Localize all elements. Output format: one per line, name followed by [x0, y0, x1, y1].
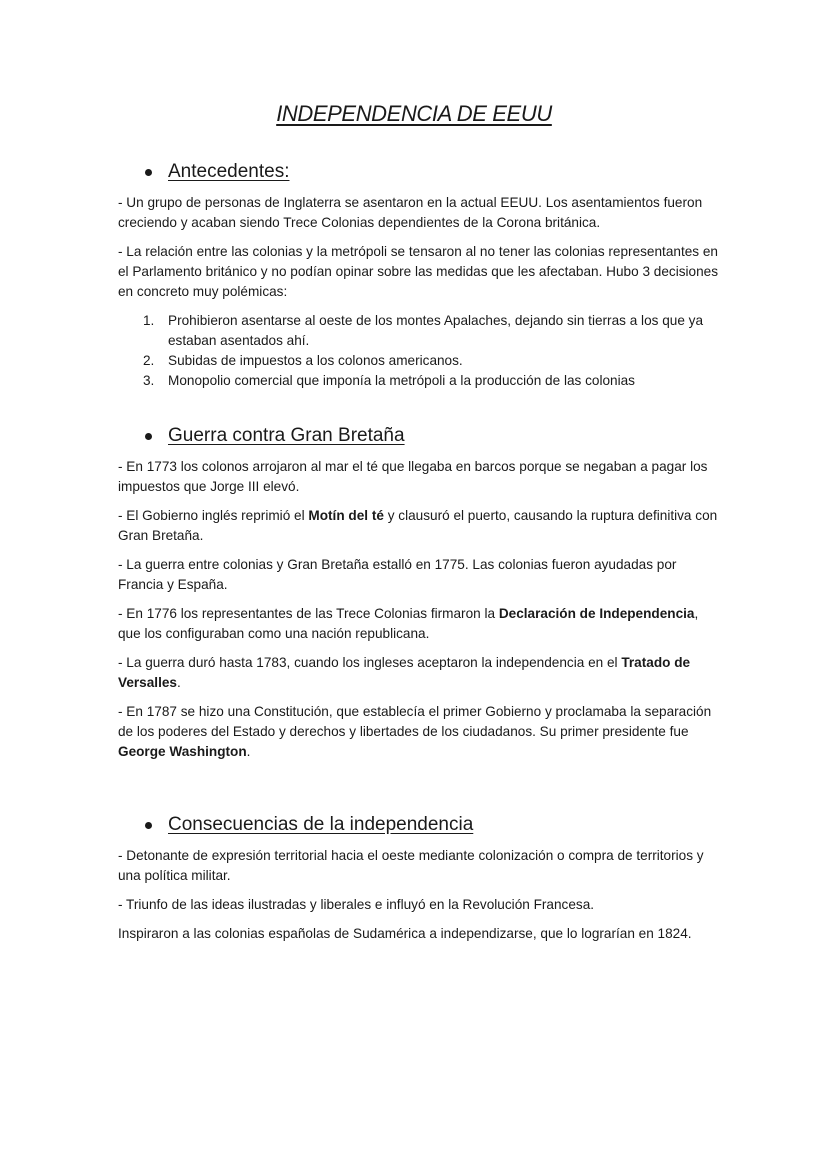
- list-number: 2.: [143, 353, 155, 368]
- paragraph: - Triunfo de las ideas ilustradas y liberales e influyó en la Revolución Francesa.: [118, 897, 595, 912]
- list-item: [118, 351, 718, 371]
- section-antecedentes: [118, 161, 718, 400]
- paragraph: - La guerra entre colonias y Gran Bretaña estalló en 1775. Las colonias fueron ayudadas por Francia y España.: [118, 557, 677, 592]
- list-number: 3.: [143, 373, 155, 388]
- text-run: .: [176, 675, 181, 690]
- text-run: .: [246, 744, 251, 759]
- section-heading: [118, 425, 718, 447]
- paragraph: [118, 653, 718, 693]
- paragraph: [118, 702, 718, 762]
- list-item: [118, 311, 718, 351]
- bold-term: Declaración de Independencia: [498, 606, 695, 621]
- bullet-icon: [145, 822, 152, 829]
- text-run: - En 1787 se hizo una Constitución, que establecía el primer Gobierno y proclamaba la separación de los poderes del Estado y derechos y libertades de los ciudadanos. Su primer presidente fue: [118, 704, 712, 739]
- section-guerra: [118, 425, 718, 771]
- text-run: - El Gobierno inglés reprimió el: [118, 508, 309, 523]
- page-title: INDEPENDENCIA DE EEUU: [276, 101, 552, 126]
- paragraph: - Detonante de expresión territorial hacia el oeste mediante colonización o compra de territorios y una política militar.: [118, 848, 704, 883]
- section-heading-text: Consecuencias de la independencia: [168, 814, 474, 835]
- bold-term: George Washington: [118, 744, 247, 759]
- section-heading: [118, 161, 718, 183]
- text-run: y clausuró el puerto, causando la ruptura definitiva con Gran Bretaña.: [118, 508, 718, 543]
- bold-term: Motín del té: [308, 508, 384, 523]
- paragraph: - Un grupo de personas de Inglaterra se asentaron en la actual EEUU. Los asentamientos fueron creciendo y acaban siendo Trece Colonias dependientes de la Corona británica.: [118, 195, 703, 230]
- text-run: - En 1776 los representantes de las Trece Colonias firmaron la: [118, 606, 499, 621]
- text-run: , que los configuraban como una nación republicana.: [118, 606, 699, 641]
- paragraph: - En 1773 los colonos arrojaron al mar el té que llegaba en barcos porque se negaban a pagar los impuestos que Jorge III elevó.: [118, 459, 708, 494]
- list-item-text: Monopolio comercial que imponía la metrópoli a la producción de las colonias: [168, 373, 635, 388]
- list-number: 1.: [143, 313, 155, 328]
- list-item-text: Subidas de impuestos a los colonos americanos.: [168, 353, 463, 368]
- bullet-icon: [145, 433, 152, 440]
- list-item: [118, 371, 718, 391]
- bold-term: Tratado de Versalles: [118, 655, 691, 690]
- paragraph: [118, 506, 718, 546]
- paragraph: [118, 604, 718, 644]
- text-run: - La guerra duró hasta 1783, cuando los ingleses aceptaron la independencia en el: [118, 655, 622, 670]
- bullet-icon: [145, 169, 152, 176]
- numbered-list: [118, 311, 718, 391]
- section-heading: [118, 814, 718, 836]
- section-heading-text: Guerra contra Gran Bretaña: [168, 425, 405, 446]
- section-heading-text: Antecedentes:: [168, 161, 290, 182]
- paragraph: - La relación entre las colonias y la metrópoli se tensaron al no tener las colonias representantes en el Parlamento británico y no podían opinar sobre las medidas que les afectaban. Hubo 3 decisiones en concreto muy polémicas:: [118, 244, 719, 299]
- section-consecuencias: [118, 814, 718, 953]
- list-item-text: Prohibieron asentarse al oeste de los montes Apalaches, dejando sin tierras a los que ya estaban asentados ahí.: [168, 313, 704, 348]
- paragraph: Inspiraron a las colonias españolas de Sudamérica a independizarse, que lo lograrían en 1824.: [118, 926, 692, 941]
